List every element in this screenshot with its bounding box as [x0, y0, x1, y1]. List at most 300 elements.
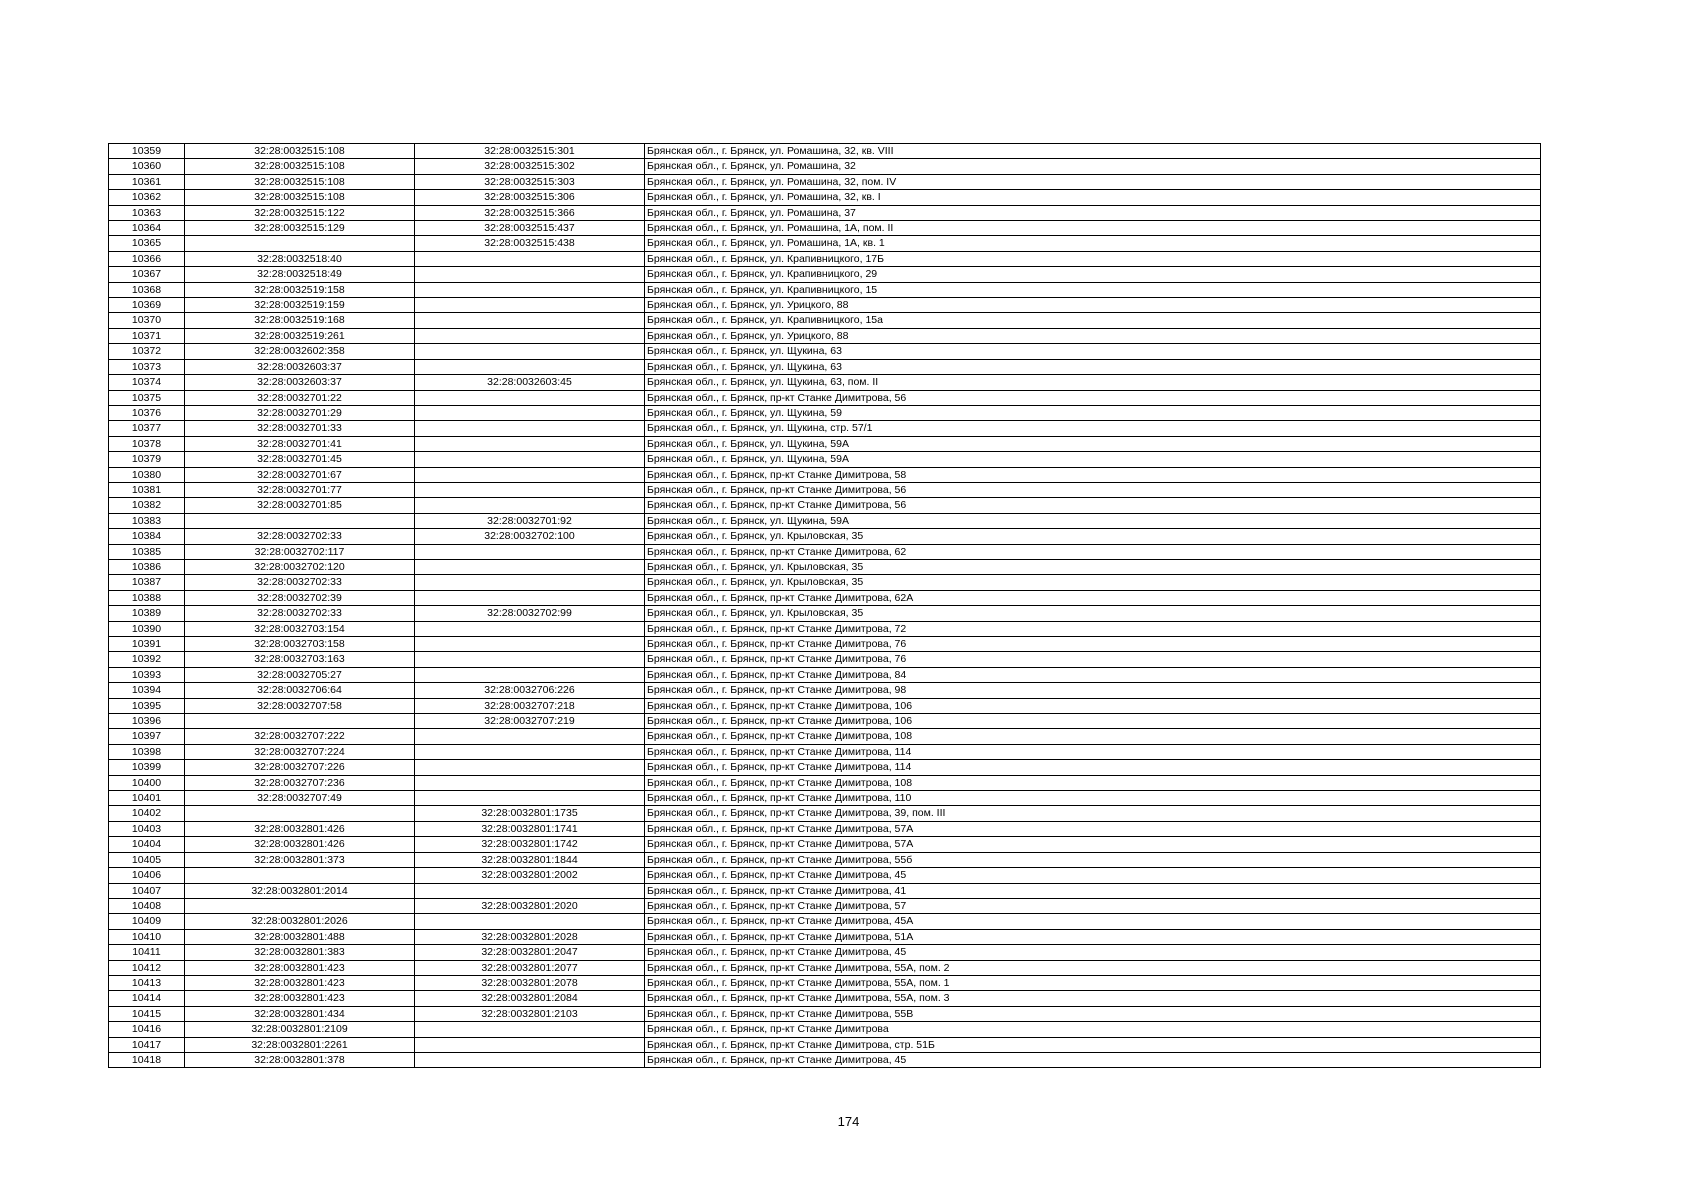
object-cadastral-number-cell [415, 298, 645, 313]
address-cell: Брянская обл., г. Брянск, ул. Крапивницкого, 29 [645, 267, 1541, 282]
table-row [109, 883, 1541, 898]
row-number-cell: 10404 [109, 837, 185, 852]
table-row [109, 667, 1541, 682]
address-cell: Брянская обл., г. Брянск, пр-кт Станке Димитрова, 106 [645, 698, 1541, 713]
land-cadastral-number-cell: 32:28:0032701:22 [185, 390, 415, 405]
row-number-cell: 10408 [109, 898, 185, 913]
row-number-cell: 10378 [109, 436, 185, 451]
object-cadastral-number-cell [415, 729, 645, 744]
address-cell: Брянская обл., г. Брянск, пр-кт Станке Димитрова, стр. 51Б [645, 1037, 1541, 1052]
row-number-cell: 10416 [109, 1022, 185, 1037]
object-cadastral-number-cell: 32:28:0032515:437 [415, 221, 645, 236]
object-cadastral-number-cell [415, 267, 645, 282]
object-cadastral-number-cell: 32:28:0032801:1742 [415, 837, 645, 852]
table-row [109, 760, 1541, 775]
land-cadastral-number-cell: 32:28:0032702:117 [185, 544, 415, 559]
land-cadastral-number-cell: 32:28:0032701:29 [185, 405, 415, 420]
row-number-cell: 10412 [109, 960, 185, 975]
row-number-cell: 10401 [109, 791, 185, 806]
table-row [109, 375, 1541, 390]
address-cell: Брянская обл., г. Брянск, пр-кт Станке Димитрова, 62А [645, 590, 1541, 605]
table-row [109, 729, 1541, 744]
table-row [109, 498, 1541, 513]
address-cell: Брянская обл., г. Брянск, ул. Урицкого, 88 [645, 328, 1541, 343]
row-number-cell: 10393 [109, 667, 185, 682]
object-cadastral-number-cell [415, 760, 645, 775]
address-cell: Брянская обл., г. Брянск, пр-кт Станке Димитрова, 56 [645, 498, 1541, 513]
row-number-cell: 10391 [109, 637, 185, 652]
address-cell: Брянская обл., г. Брянск, пр-кт Станке Димитрова, 108 [645, 775, 1541, 790]
land-cadastral-number-cell: 32:28:0032801:423 [185, 991, 415, 1006]
row-number-cell: 10376 [109, 405, 185, 420]
row-number-cell: 10368 [109, 282, 185, 297]
table-row [109, 852, 1541, 867]
table-row [109, 328, 1541, 343]
row-number-cell: 10406 [109, 868, 185, 883]
land-cadastral-number-cell [185, 868, 415, 883]
table-row [109, 159, 1541, 174]
land-cadastral-number-cell: 32:28:0032702:120 [185, 559, 415, 574]
row-number-cell: 10395 [109, 698, 185, 713]
address-cell: Брянская обл., г. Брянск, пр-кт Станке Димитрова, 62 [645, 544, 1541, 559]
object-cadastral-number-cell: 32:28:0032515:301 [415, 144, 645, 159]
address-cell: Брянская обл., г. Брянск, пр-кт Станке Димитрова, 76 [645, 637, 1541, 652]
object-cadastral-number-cell: 32:28:0032801:2028 [415, 929, 645, 944]
object-cadastral-number-cell: 32:28:0032515:302 [415, 159, 645, 174]
table-row [109, 775, 1541, 790]
object-cadastral-number-cell [415, 559, 645, 574]
row-number-cell: 10413 [109, 975, 185, 990]
land-cadastral-number-cell: 32:28:0032705:27 [185, 667, 415, 682]
object-cadastral-number-cell [415, 791, 645, 806]
land-cadastral-number-cell: 32:28:0032701:33 [185, 421, 415, 436]
object-cadastral-number-cell [415, 621, 645, 636]
address-cell: Брянская обл., г. Брянск, ул. Щукина, 63 [645, 359, 1541, 374]
land-cadastral-number-cell: 32:28:0032706:64 [185, 683, 415, 698]
land-cadastral-number-cell [185, 513, 415, 528]
table-row [109, 282, 1541, 297]
table-row [109, 898, 1541, 913]
address-cell: Брянская обл., г. Брянск, пр-кт Станке Димитрова, 56 [645, 482, 1541, 497]
table-row [109, 174, 1541, 189]
land-cadastral-number-cell: 32:28:0032701:45 [185, 452, 415, 467]
address-cell: Брянская обл., г. Брянск, пр-кт Станке Димитрова, 114 [645, 744, 1541, 759]
table-row [109, 1006, 1541, 1021]
object-cadastral-number-cell: 32:28:0032702:100 [415, 529, 645, 544]
address-cell: Брянская обл., г. Брянск, ул. Ромашина, 32, кв. I [645, 190, 1541, 205]
table-row [109, 1052, 1541, 1067]
land-cadastral-number-cell: 32:28:0032801:426 [185, 821, 415, 836]
object-cadastral-number-cell: 32:28:0032801:2077 [415, 960, 645, 975]
land-cadastral-number-cell: 32:28:0032801:373 [185, 852, 415, 867]
address-cell: Брянская обл., г. Брянск, пр-кт Станке Димитрова, 41 [645, 883, 1541, 898]
address-cell: Брянская обл., г. Брянск, пр-кт Станке Димитрова, 45 [645, 1052, 1541, 1067]
address-cell: Брянская обл., г. Брянск, пр-кт Станке Димитрова [645, 1022, 1541, 1037]
address-cell: Брянская обл., г. Брянск, пр-кт Станке Димитрова, 57А [645, 837, 1541, 852]
address-cell: Брянская обл., г. Брянск, ул. Крапивницкого, 17Б [645, 251, 1541, 266]
object-cadastral-number-cell [415, 405, 645, 420]
table-row [109, 991, 1541, 1006]
table-row [109, 806, 1541, 821]
row-number-cell: 10410 [109, 929, 185, 944]
land-cadastral-number-cell: 32:28:0032603:37 [185, 359, 415, 374]
table-row [109, 513, 1541, 528]
land-cadastral-number-cell: 32:28:0032801:423 [185, 960, 415, 975]
address-cell: Брянская обл., г. Брянск, пр-кт Станке Димитрова, 106 [645, 714, 1541, 729]
object-cadastral-number-cell: 32:28:0032801:2047 [415, 945, 645, 960]
land-cadastral-number-cell: 32:28:0032801:378 [185, 1052, 415, 1067]
object-cadastral-number-cell: 32:28:0032801:2002 [415, 868, 645, 883]
object-cadastral-number-cell: 32:28:0032801:2020 [415, 898, 645, 913]
land-cadastral-number-cell: 32:28:0032801:434 [185, 1006, 415, 1021]
land-cadastral-number-cell: 32:28:0032515:108 [185, 159, 415, 174]
row-number-cell: 10397 [109, 729, 185, 744]
address-cell: Брянская обл., г. Брянск, пр-кт Станке Димитрова, 57А [645, 821, 1541, 836]
land-cadastral-number-cell: 32:28:0032702:39 [185, 590, 415, 605]
row-number-cell: 10381 [109, 482, 185, 497]
table-row [109, 190, 1541, 205]
table-row [109, 205, 1541, 220]
land-cadastral-number-cell: 32:28:0032515:129 [185, 221, 415, 236]
row-number-cell: 10402 [109, 806, 185, 821]
row-number-cell: 10403 [109, 821, 185, 836]
table-row [109, 791, 1541, 806]
address-cell: Брянская обл., г. Брянск, пр-кт Станке Димитрова, 58 [645, 467, 1541, 482]
address-cell: Брянская обл., г. Брянск, ул. Щукина, 59А [645, 452, 1541, 467]
table-row [109, 221, 1541, 236]
address-cell: Брянская обл., г. Брянск, пр-кт Станке Димитрова, 39, пом. III [645, 806, 1541, 821]
object-cadastral-number-cell [415, 344, 645, 359]
object-cadastral-number-cell [415, 282, 645, 297]
land-cadastral-number-cell: 32:28:0032701:41 [185, 436, 415, 451]
table-row [109, 683, 1541, 698]
object-cadastral-number-cell [415, 421, 645, 436]
table-row [109, 929, 1541, 944]
table-row [109, 436, 1541, 451]
table-row [109, 821, 1541, 836]
object-cadastral-number-cell [415, 482, 645, 497]
land-cadastral-number-cell: 32:28:0032703:154 [185, 621, 415, 636]
address-cell: Брянская обл., г. Брянск, ул. Щукина, 59 [645, 405, 1541, 420]
table-row [109, 698, 1541, 713]
row-number-cell: 10365 [109, 236, 185, 251]
row-number-cell: 10387 [109, 575, 185, 590]
object-cadastral-number-cell: 32:28:0032515:303 [415, 174, 645, 189]
row-number-cell: 10377 [109, 421, 185, 436]
table-row [109, 298, 1541, 313]
object-cadastral-number-cell [415, 390, 645, 405]
row-number-cell: 10383 [109, 513, 185, 528]
land-cadastral-number-cell: 32:28:0032707:222 [185, 729, 415, 744]
address-cell: Брянская обл., г. Брянск, пр-кт Станке Димитрова, 76 [645, 652, 1541, 667]
object-cadastral-number-cell: 32:28:0032801:1735 [415, 806, 645, 821]
row-number-cell: 10371 [109, 328, 185, 343]
address-cell: Брянская обл., г. Брянск, ул. Крыловская, 35 [645, 606, 1541, 621]
row-number-cell: 10359 [109, 144, 185, 159]
address-cell: Брянская обл., г. Брянск, пр-кт Станке Димитрова, 55В [645, 1006, 1541, 1021]
table-row [109, 482, 1541, 497]
row-number-cell: 10366 [109, 251, 185, 266]
object-cadastral-number-cell: 32:28:0032515:366 [415, 205, 645, 220]
table-row [109, 975, 1541, 990]
table-row [109, 544, 1541, 559]
address-cell: Брянская обл., г. Брянск, ул. Крыловская, 35 [645, 529, 1541, 544]
row-number-cell: 10373 [109, 359, 185, 374]
table-row [109, 637, 1541, 652]
address-cell: Брянская обл., г. Брянск, ул. Щукина, стр. 57/1 [645, 421, 1541, 436]
address-cell: Брянская обл., г. Брянск, пр-кт Станке Димитрова, 84 [645, 667, 1541, 682]
land-cadastral-number-cell: 32:28:0032701:85 [185, 498, 415, 513]
address-cell: Брянская обл., г. Брянск, пр-кт Станке Димитрова, 45А [645, 914, 1541, 929]
row-number-cell: 10382 [109, 498, 185, 513]
object-cadastral-number-cell [415, 914, 645, 929]
row-number-cell: 10398 [109, 744, 185, 759]
table-row [109, 344, 1541, 359]
table-row [109, 236, 1541, 251]
object-cadastral-number-cell [415, 467, 645, 482]
row-number-cell: 10417 [109, 1037, 185, 1052]
land-cadastral-number-cell: 32:28:0032602:358 [185, 344, 415, 359]
row-number-cell: 10399 [109, 760, 185, 775]
object-cadastral-number-cell: 32:28:0032515:306 [415, 190, 645, 205]
table-row [109, 960, 1541, 975]
address-cell: Брянская обл., г. Брянск, ул. Щукина, 63, пом. II [645, 375, 1541, 390]
row-number-cell: 10390 [109, 621, 185, 636]
table-row [109, 868, 1541, 883]
address-cell: Брянская обл., г. Брянск, ул. Крыловская, 35 [645, 575, 1541, 590]
land-cadastral-number-cell: 32:28:0032515:108 [185, 144, 415, 159]
object-cadastral-number-cell [415, 590, 645, 605]
row-number-cell: 10396 [109, 714, 185, 729]
object-cadastral-number-cell: 32:28:0032515:438 [415, 236, 645, 251]
land-cadastral-number-cell: 32:28:0032515:122 [185, 205, 415, 220]
land-cadastral-number-cell: 32:28:0032515:108 [185, 174, 415, 189]
address-cell: Брянская обл., г. Брянск, пр-кт Станке Димитрова, 55А, пом. 1 [645, 975, 1541, 990]
row-number-cell: 10409 [109, 914, 185, 929]
object-cadastral-number-cell [415, 883, 645, 898]
row-number-cell: 10362 [109, 190, 185, 205]
object-cadastral-number-cell: 32:28:0032801:1844 [415, 852, 645, 867]
land-cadastral-number-cell: 32:28:0032703:158 [185, 637, 415, 652]
land-cadastral-number-cell [185, 236, 415, 251]
object-cadastral-number-cell: 32:28:0032603:45 [415, 375, 645, 390]
row-number-cell: 10386 [109, 559, 185, 574]
table-row [109, 606, 1541, 621]
row-number-cell: 10400 [109, 775, 185, 790]
row-number-cell: 10370 [109, 313, 185, 328]
table-row [109, 575, 1541, 590]
row-number-cell: 10364 [109, 221, 185, 236]
land-cadastral-number-cell: 32:28:0032801:488 [185, 929, 415, 944]
object-cadastral-number-cell [415, 1052, 645, 1067]
object-cadastral-number-cell [415, 452, 645, 467]
address-cell: Брянская обл., г. Брянск, пр-кт Станке Димитрова, 55А, пом. 3 [645, 991, 1541, 1006]
row-number-cell: 10361 [109, 174, 185, 189]
table-row [109, 267, 1541, 282]
land-cadastral-number-cell: 32:28:0032518:40 [185, 251, 415, 266]
address-cell: Брянская обл., г. Брянск, пр-кт Станке Димитрова, 56 [645, 390, 1541, 405]
land-cadastral-number-cell: 32:28:0032519:168 [185, 313, 415, 328]
row-number-cell: 10415 [109, 1006, 185, 1021]
address-cell: Брянская обл., г. Брянск, ул. Крыловская, 35 [645, 559, 1541, 574]
land-cadastral-number-cell: 32:28:0032707:226 [185, 760, 415, 775]
object-cadastral-number-cell [415, 1022, 645, 1037]
land-cadastral-number-cell: 32:28:0032518:49 [185, 267, 415, 282]
table-row [109, 714, 1541, 729]
object-cadastral-number-cell [415, 436, 645, 451]
land-cadastral-number-cell: 32:28:0032801:426 [185, 837, 415, 852]
land-cadastral-number-cell: 32:28:0032702:33 [185, 529, 415, 544]
address-cell: Брянская обл., г. Брянск, пр-кт Станке Димитрова, 72 [645, 621, 1541, 636]
object-cadastral-number-cell: 32:28:0032706:226 [415, 683, 645, 698]
address-cell: Брянская обл., г. Брянск, пр-кт Станке Димитрова, 51А [645, 929, 1541, 944]
address-cell: Брянская обл., г. Брянск, пр-кт Станке Димитрова, 114 [645, 760, 1541, 775]
object-cadastral-number-cell [415, 544, 645, 559]
address-cell: Брянская обл., г. Брянск, ул. Крапивницкого, 15а [645, 313, 1541, 328]
table-row [109, 945, 1541, 960]
row-number-cell: 10369 [109, 298, 185, 313]
land-cadastral-number-cell: 32:28:0032801:2014 [185, 883, 415, 898]
land-cadastral-number-cell: 32:28:0032801:423 [185, 975, 415, 990]
address-cell: Брянская обл., г. Брянск, пр-кт Станке Димитрова, 45 [645, 945, 1541, 960]
table-row [109, 467, 1541, 482]
land-cadastral-number-cell: 32:28:0032702:33 [185, 606, 415, 621]
object-cadastral-number-cell: 32:28:0032801:2084 [415, 991, 645, 1006]
table-row [109, 529, 1541, 544]
address-cell: Брянская обл., г. Брянск, пр-кт Станке Димитрова, 57 [645, 898, 1541, 913]
table-row [109, 251, 1541, 266]
object-cadastral-number-cell [415, 744, 645, 759]
table-row [109, 144, 1541, 159]
address-cell: Брянская обл., г. Брянск, ул. Ромашина, 32 [645, 159, 1541, 174]
object-cadastral-number-cell [415, 637, 645, 652]
address-cell: Брянская обл., г. Брянск, пр-кт Станке Димитрова, 98 [645, 683, 1541, 698]
land-cadastral-number-cell: 32:28:0032519:158 [185, 282, 415, 297]
table-row [109, 1037, 1541, 1052]
land-cadastral-number-cell: 32:28:0032801:2026 [185, 914, 415, 929]
address-cell: Брянская обл., г. Брянск, ул. Ромашина, 37 [645, 205, 1541, 220]
address-cell: Брянская обл., г. Брянск, пр-кт Станке Димитрова, 108 [645, 729, 1541, 744]
table-row [109, 313, 1541, 328]
object-cadastral-number-cell: 32:28:0032801:2078 [415, 975, 645, 990]
row-number-cell: 10388 [109, 590, 185, 605]
row-number-cell: 10367 [109, 267, 185, 282]
address-cell: Брянская обл., г. Брянск, пр-кт Станке Димитрова, 55А, пом. 2 [645, 960, 1541, 975]
address-cell: Брянская обл., г. Брянск, ул. Урицкого, 88 [645, 298, 1541, 313]
land-cadastral-number-cell: 32:28:0032707:49 [185, 791, 415, 806]
land-cadastral-number-cell: 32:28:0032603:37 [185, 375, 415, 390]
table-row [109, 837, 1541, 852]
row-number-cell: 10394 [109, 683, 185, 698]
object-cadastral-number-cell [415, 575, 645, 590]
row-number-cell: 10372 [109, 344, 185, 359]
object-cadastral-number-cell: 32:28:0032801:2103 [415, 1006, 645, 1021]
table-row [109, 452, 1541, 467]
object-cadastral-number-cell: 32:28:0032701:92 [415, 513, 645, 528]
land-cadastral-number-cell [185, 806, 415, 821]
address-cell: Брянская обл., г. Брянск, ул. Ромашина, 32, кв. VIII [645, 144, 1541, 159]
object-cadastral-number-cell: 32:28:0032707:219 [415, 714, 645, 729]
row-number-cell: 10363 [109, 205, 185, 220]
row-number-cell: 10389 [109, 606, 185, 621]
object-cadastral-number-cell [415, 359, 645, 374]
object-cadastral-number-cell [415, 775, 645, 790]
address-cell: Брянская обл., г. Брянск, ул. Щукина, 59А [645, 436, 1541, 451]
object-cadastral-number-cell [415, 652, 645, 667]
land-cadastral-number-cell: 32:28:0032801:2261 [185, 1037, 415, 1052]
object-cadastral-number-cell [415, 313, 645, 328]
row-number-cell: 10407 [109, 883, 185, 898]
land-cadastral-number-cell: 32:28:0032519:261 [185, 328, 415, 343]
row-number-cell: 10418 [109, 1052, 185, 1067]
object-cadastral-number-cell: 32:28:0032707:218 [415, 698, 645, 713]
row-number-cell: 10380 [109, 467, 185, 482]
row-number-cell: 10379 [109, 452, 185, 467]
row-number-cell: 10375 [109, 390, 185, 405]
table-row [109, 390, 1541, 405]
land-cadastral-number-cell: 32:28:0032707:224 [185, 744, 415, 759]
object-cadastral-number-cell [415, 328, 645, 343]
table-row [109, 652, 1541, 667]
address-cell: Брянская обл., г. Брянск, ул. Щукина, 63 [645, 344, 1541, 359]
land-cadastral-number-cell: 32:28:0032701:77 [185, 482, 415, 497]
table-row [109, 744, 1541, 759]
row-number-cell: 10392 [109, 652, 185, 667]
land-cadastral-number-cell: 32:28:0032707:58 [185, 698, 415, 713]
address-cell: Брянская обл., г. Брянск, ул. Ромашина, 1А, пом. II [645, 221, 1541, 236]
row-number-cell: 10360 [109, 159, 185, 174]
object-cadastral-number-cell [415, 667, 645, 682]
address-cell: Брянская обл., г. Брянск, ул. Ромашина, 32, пом. IV [645, 174, 1541, 189]
land-cadastral-number-cell: 32:28:0032707:236 [185, 775, 415, 790]
land-cadastral-number-cell: 32:28:0032702:33 [185, 575, 415, 590]
address-cell: Брянская обл., г. Брянск, ул. Щукина, 59А [645, 513, 1541, 528]
row-number-cell: 10384 [109, 529, 185, 544]
object-cadastral-number-cell: 32:28:0032801:1741 [415, 821, 645, 836]
land-cadastral-number-cell: 32:28:0032801:2109 [185, 1022, 415, 1037]
land-cadastral-number-cell: 32:28:0032515:108 [185, 190, 415, 205]
table-row [109, 359, 1541, 374]
land-cadastral-number-cell: 32:28:0032701:67 [185, 467, 415, 482]
land-cadastral-number-cell: 32:28:0032703:163 [185, 652, 415, 667]
land-cadastral-number-cell [185, 714, 415, 729]
row-number-cell: 10411 [109, 945, 185, 960]
registry-table [108, 143, 1541, 1068]
land-cadastral-number-cell [185, 898, 415, 913]
page-number: 174 [837, 1114, 860, 1129]
table-row [109, 914, 1541, 929]
table-row [109, 405, 1541, 420]
table-row [109, 559, 1541, 574]
address-cell: Брянская обл., г. Брянск, пр-кт Станке Димитрова, 45 [645, 868, 1541, 883]
table-row [109, 421, 1541, 436]
object-cadastral-number-cell: 32:28:0032702:99 [415, 606, 645, 621]
address-cell: Брянская обл., г. Брянск, ул. Ромашина, 1А, кв. 1 [645, 236, 1541, 251]
registry-table-body [109, 144, 1541, 1068]
row-number-cell: 10385 [109, 544, 185, 559]
row-number-cell: 10405 [109, 852, 185, 867]
table-row [109, 590, 1541, 605]
address-cell: Брянская обл., г. Брянск, пр-кт Станке Димитрова, 110 [645, 791, 1541, 806]
row-number-cell: 10414 [109, 991, 185, 1006]
table-row [109, 1022, 1541, 1037]
address-cell: Брянская обл., г. Брянск, пр-кт Станке Димитрова, 55б [645, 852, 1541, 867]
land-cadastral-number-cell: 32:28:0032801:383 [185, 945, 415, 960]
address-cell: Брянская обл., г. Брянск, ул. Крапивницкого, 15 [645, 282, 1541, 297]
land-cadastral-number-cell: 32:28:0032519:159 [185, 298, 415, 313]
object-cadastral-number-cell [415, 498, 645, 513]
table-row [109, 621, 1541, 636]
